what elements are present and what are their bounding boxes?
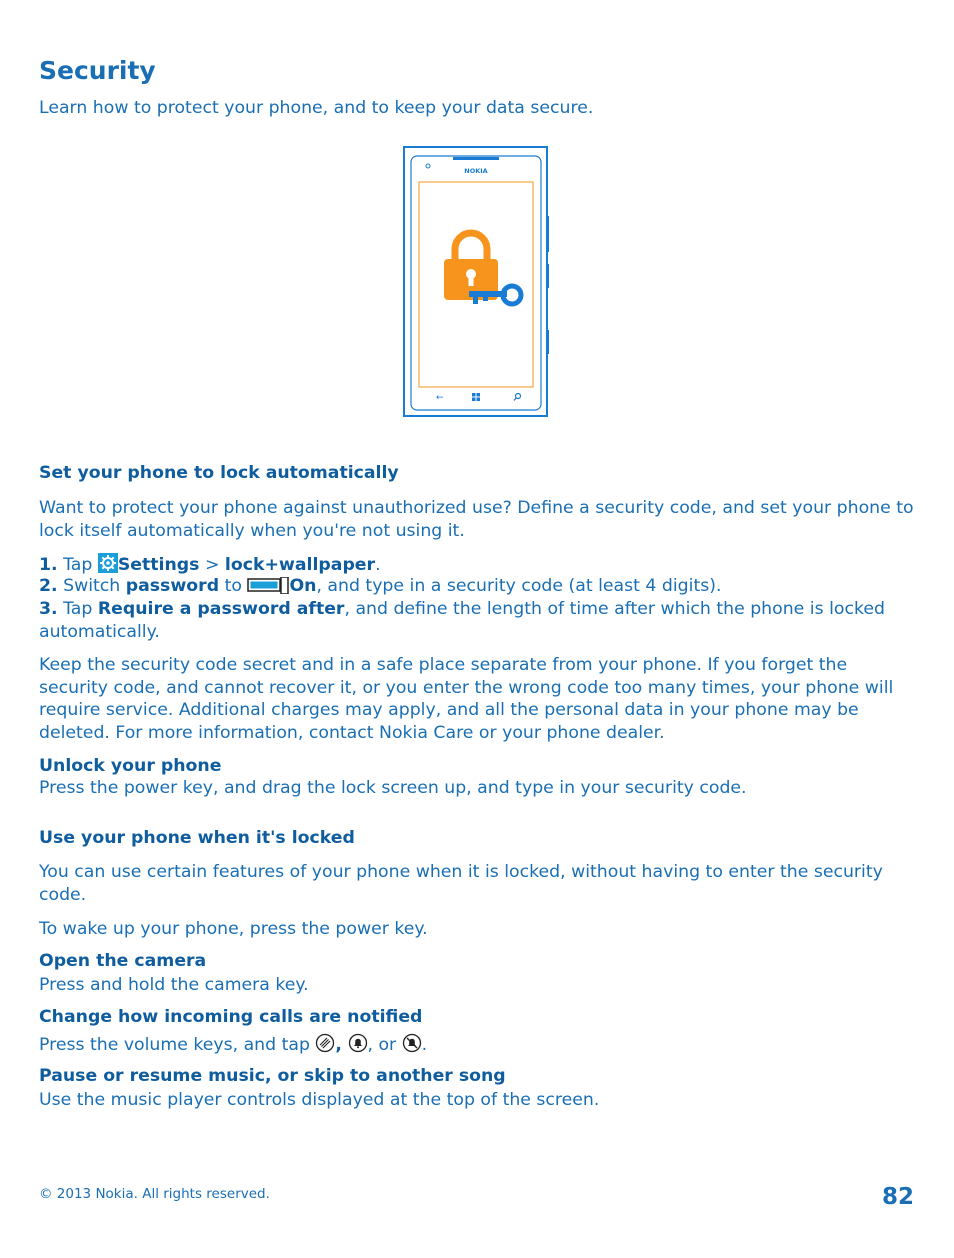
phone-brand: NOKIA xyxy=(464,167,488,175)
camera-text: Press and hold the camera key. xyxy=(39,975,309,995)
toggle-switch-icon xyxy=(247,577,289,594)
step-1: 1. Tap Settings > lock+wallpaper. xyxy=(39,555,381,575)
page-number: 82 xyxy=(881,1184,914,1210)
locked-intro: You can use certain features of your phone when it is locked, without having to enter the security code. xyxy=(39,862,883,905)
page-intro: Learn how to protect your phone, and to keep your data secure. xyxy=(39,98,594,118)
music-heading: Pause or resume music, or skip to another song xyxy=(39,1066,506,1086)
calls-text: Press the volume keys, and tap , , or . xyxy=(39,1035,428,1055)
section-heading-locked: Use your phone when it's locked xyxy=(39,828,355,848)
wake-text: To wake up your phone, press the power key. xyxy=(39,919,428,939)
step-2: 2. Switch password to On, and type in a security code (at least 4 digits). xyxy=(39,576,722,596)
password-label: password xyxy=(125,576,220,596)
unlock-heading: Unlock your phone xyxy=(39,756,222,776)
section-heading-lock: Set your phone to lock automatically xyxy=(39,463,399,483)
page-title: Security xyxy=(39,56,156,85)
step-3: 3. Tap Require a password after, and define the length of time after which the phone is locked automatically. xyxy=(39,599,885,642)
silent-icon xyxy=(402,1033,422,1053)
lock-intro: Want to protect your phone against unauthorized use? Define a security code, and set your phone to lock itself automatically when you're not using it. xyxy=(39,498,914,541)
settings-link: Settings xyxy=(117,555,200,575)
vibrate-icon xyxy=(315,1033,335,1053)
settings-icon xyxy=(98,553,118,573)
ring-icon xyxy=(348,1033,368,1053)
back-icon: ← xyxy=(436,393,444,403)
unlock-text: Press the power key, and drag the lock screen up, and type in your security code. xyxy=(39,778,747,798)
security-warning: Keep the security code secret and in a safe place separate from your phone. If you forget the security code, and cannot recover it, or you enter the wrong code too many times, your phone will require service. Additional charges may apply, and all the personal data in your phone may be deleted. For more information, contact Nokia Care or your phone dealer. xyxy=(39,655,894,743)
on-label: On xyxy=(289,576,317,596)
camera-heading: Open the camera xyxy=(39,951,207,971)
require-password-label: Require a password after xyxy=(97,599,345,619)
lock-wallpaper-link: lock+wallpaper xyxy=(224,555,376,575)
music-text: Use the music player controls displayed at the top of the screen. xyxy=(39,1090,600,1110)
copyright: © 2013 Nokia. All rights reserved. xyxy=(39,1186,270,1202)
calls-heading: Change how incoming calls are notified xyxy=(39,1007,423,1027)
phone-lock-illustration xyxy=(403,146,549,418)
